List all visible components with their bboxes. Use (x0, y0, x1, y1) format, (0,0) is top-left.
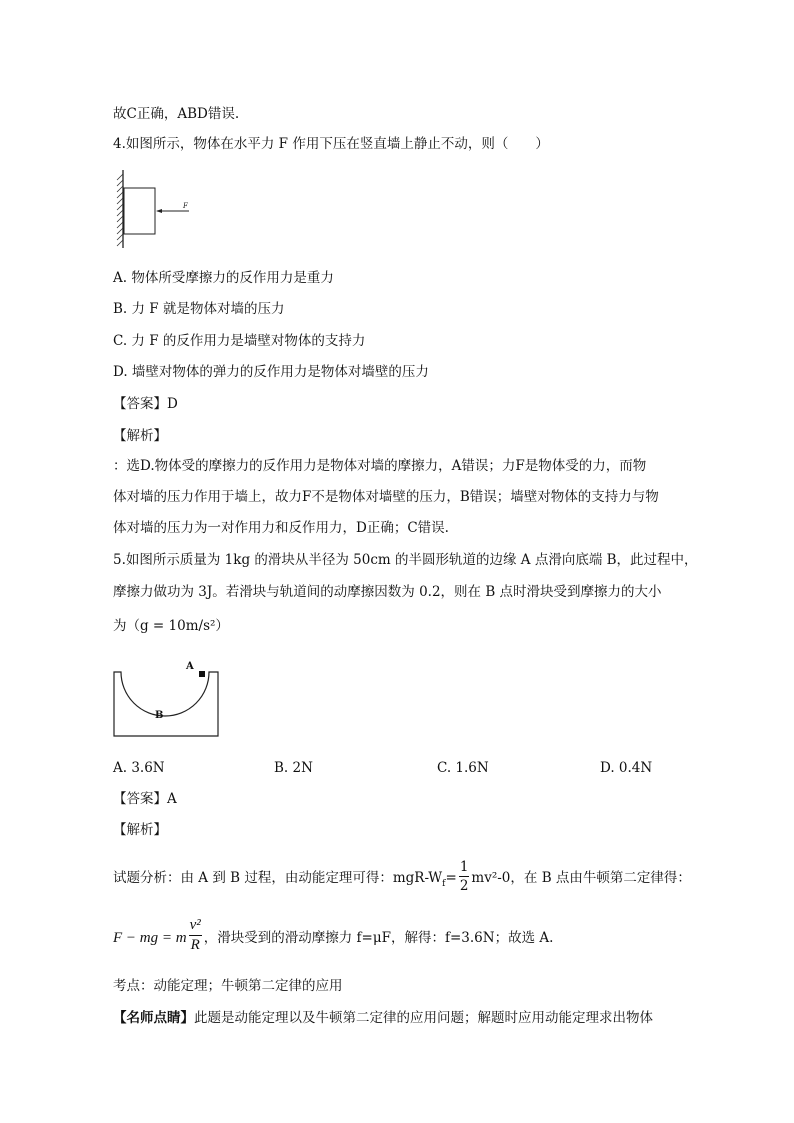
q5-option-b: B. 2N (274, 760, 313, 776)
force-label: F (183, 202, 188, 210)
eq-numerator: v² (189, 916, 202, 936)
q5-analysis-heading: 【解析】 (113, 822, 167, 838)
slider-block (199, 671, 205, 677)
previous-conclusion: 故C正确，ABD错误. (113, 106, 240, 122)
semicircle-track-figure (113, 658, 219, 738)
q5-option-c: C. 1.6N (437, 760, 489, 776)
fraction-denominator: 2 (459, 878, 469, 894)
q5-analysis-equals: = (445, 870, 457, 886)
mingshi-heading: 【名师点睛】 (113, 1010, 194, 1026)
q4-analysis-line-3: 体对墙的压力为一对作用力和反作用力，D正确；C错误. (113, 520, 449, 536)
eq-denominator: R (190, 937, 200, 953)
q5-option-a: A. 3.6N (113, 760, 165, 776)
q4-option-b: B. 力 F 就是物体对墙的压力 (113, 301, 285, 317)
q4-option-a: A. 物体所受摩擦力的反作用力是重力 (113, 270, 334, 286)
q5-answer: 【答案】A (113, 791, 177, 807)
q5-equation-line (113, 916, 553, 960)
q5-stem-line-2: 摩擦力做功为 3J。若滑块与轨道间的动摩擦因数为 0.2，则在 B 点时滑块受到摩擦力的大小 (113, 584, 662, 600)
v-squared-over-r-fraction (189, 916, 202, 955)
q5-analysis-subscript: f (442, 879, 446, 889)
fraction-numerator: 1 (459, 859, 469, 875)
wall-block-figure (113, 168, 193, 252)
equation-left: F − mg = m (113, 930, 187, 946)
half-fraction (459, 858, 470, 895)
q5-option-d: D. 0.4N (600, 760, 653, 776)
q5-analysis-text-a: 试题分析：由 A 到 B 过程，由动能定理可得：mgR-W (113, 870, 443, 886)
q4-analysis-line-1: ：选D.物体受的摩擦力的反作用力是物体对墙的摩擦力，A错误；力F是物体受的力，而物 (113, 458, 647, 474)
block (124, 188, 155, 234)
point-b-label: B (155, 710, 164, 721)
q4-analysis-heading: 【解析】 (113, 428, 167, 444)
q4-answer: 【答案】D (113, 396, 178, 412)
q4-analysis-line-2: 体对墙的压力作用于墙上，故力F不是物体对墙壁的压力，B错误；墙壁对物体的支持力与物 (113, 489, 659, 505)
q4-option-c: C. 力 F 的反作用力是墙壁对物体的支持力 (113, 333, 366, 349)
q5-analysis-text-c: mv²-0，在 B 点由牛顿第二定律得： (471, 870, 691, 886)
q4-stem: 4.如图所示，物体在水平力 F 作用下压在竖直墙上静止不动，则（ ） (113, 136, 549, 152)
q5-stem-line-1: 5.如图所示质量为 1kg 的滑块从半径为 50cm 的半圆形轨道的边缘 A 点滑向底端 B，此过程中， (113, 552, 698, 568)
q5-mingshi (113, 1008, 653, 1028)
q5-analysis-line-2: ，滑块受到的滑动摩擦力 f=μF，解得：f=3.6N；故选 A. (203, 930, 554, 946)
q4-option-d: D. 墙壁对物体的弹力的反作用力是物体对墙壁的压力 (113, 364, 429, 380)
q5-analysis-line-1 (113, 858, 691, 898)
point-a-label: A (186, 661, 194, 672)
q5-kaodian: 考点：动能定理；牛顿第二定律的应用 (113, 978, 343, 994)
q5-stem-line-3: 为（g = 10m/s²） (113, 618, 229, 634)
mingshi-text: 此题是动能定理以及牛顿第二定律的应用问题；解题时应用动能定理求出物体 (194, 1010, 653, 1026)
